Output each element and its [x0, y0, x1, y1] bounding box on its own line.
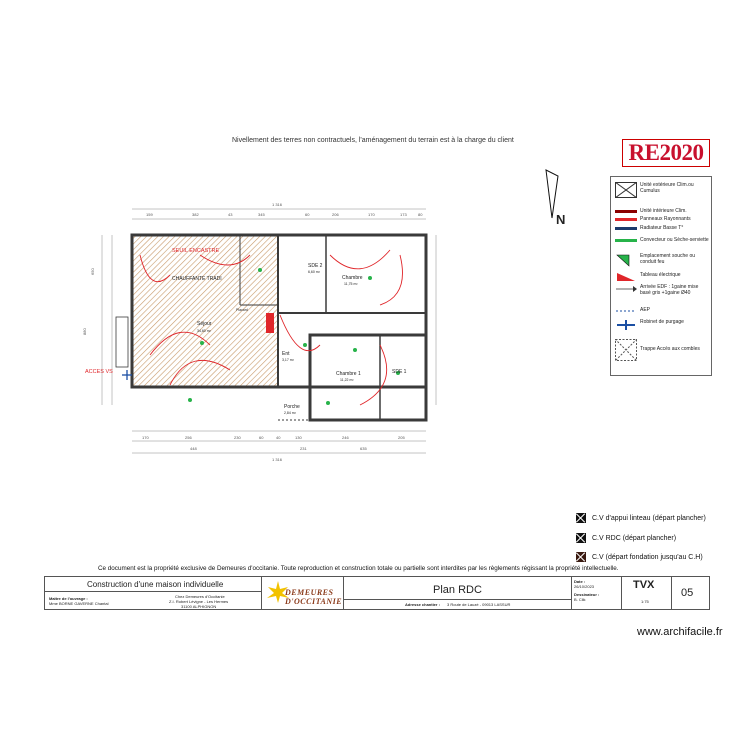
- dim-bottom-total: 448: [190, 446, 197, 451]
- placard-label: Placard: [236, 308, 248, 312]
- plan-cell: [343, 577, 572, 609]
- room-area: 6,60 m²: [308, 270, 320, 274]
- dim-left: 880: [82, 328, 87, 335]
- company-line: Chez Demeures d'Occitanie: [175, 594, 225, 599]
- company-line: 31100 ALPHIGNON: [181, 604, 217, 609]
- dim-top: 170: [368, 212, 375, 217]
- dim-top: 159: [146, 212, 153, 217]
- dim-bottom: 246: [342, 435, 349, 440]
- room-name: CHAUFFANTE TRADI: [172, 276, 222, 282]
- cv-marker-icon: [576, 533, 586, 543]
- copyright-notice: Ce document est la propriété exclusive de Demeures d'occitanie. Toute reproduction et construction totale ou partielle sont interdites par les règlements régissant la propriété intellectuelle.: [98, 565, 619, 572]
- page-cell: [671, 577, 708, 609]
- green-triangle-icon: [615, 253, 637, 267]
- logo-cell: [261, 577, 344, 609]
- room-name: Séjour: [197, 321, 212, 327]
- project-code: TVX: [633, 579, 655, 591]
- red-bar-icon: [615, 218, 637, 221]
- re2020-badge: RE2020: [622, 139, 710, 167]
- dim-top: 382: [192, 212, 199, 217]
- arrow-line-icon: [615, 284, 637, 294]
- room-area: 11,75 m²: [344, 282, 358, 286]
- room-name: Porche: [284, 404, 300, 410]
- footer-url: www.archifacile.fr: [637, 626, 723, 638]
- room-name: Chambre: [342, 275, 363, 281]
- acces-label: ACCES VS: [85, 369, 113, 375]
- room-area: 34,60 m²: [197, 329, 211, 333]
- title-block: [44, 576, 710, 610]
- green-bar-icon: [615, 239, 637, 242]
- dim-overall: 1 316: [272, 457, 283, 462]
- scale-value: 1:75: [641, 599, 649, 604]
- dim-top: 345: [258, 212, 265, 217]
- blue-tap-icon: [615, 319, 637, 331]
- room-area: 11,22 m²: [340, 378, 354, 382]
- dim-top: 60: [305, 212, 310, 217]
- cv-legend-item: C.V d'appui linteau (départ plancher): [576, 513, 706, 523]
- address-value: 3 Route de Lauzé - 09013 LASSUR: [447, 602, 511, 607]
- room-name: SDE 2: [308, 263, 323, 269]
- owner-label: Maître de l'ouvrage :: [49, 596, 88, 601]
- project-title: Construction d'une maison individuelle: [87, 580, 224, 589]
- terrain-note: Nivellement des terres non contractuels, l'aménagement du terrain est à la charge du client: [232, 137, 514, 144]
- date-value: 26/10/2023: [574, 584, 595, 589]
- dim-bottom: 205: [398, 435, 405, 440]
- blue-bar-icon: [615, 227, 637, 230]
- red-flag-icon: [615, 272, 637, 282]
- dashed-cross-box-icon: [615, 339, 637, 361]
- dim-left: 650: [90, 268, 95, 275]
- north-label: N: [556, 212, 566, 227]
- dim-bottom: 40: [276, 435, 281, 440]
- dim-bottom: 60: [259, 435, 264, 440]
- seuil-label: SEUIL ENCASTRE: [172, 248, 220, 254]
- code-cell: [621, 577, 672, 609]
- electrical-panel: [266, 313, 274, 333]
- plan-title: Plan RDC: [433, 584, 482, 596]
- cross-box-icon: [615, 182, 637, 198]
- company-line: Z.I. Robert Lévigne - Les Hermes: [169, 599, 229, 604]
- dim-top: 206: [332, 212, 339, 217]
- legend-panel: Unité extérieure Clim.ou Cumulus Unité intérieure Clim. Panneaux Rayonnants Radiateur Basse T° Convecteur ou Sèche-serviette Emplacement souche ou conduit feu Tableau électrique Arrivée EDF : 1gaine mise basé gris +1gaine Ø40 AEP Robinet de purgage Trappe Accès aux combles: [610, 176, 712, 376]
- cv-marker-icon: [576, 513, 586, 523]
- page-number: 05: [681, 587, 694, 599]
- date-label: Date :: [574, 579, 586, 584]
- room-area: 2,84 m²: [284, 411, 296, 415]
- dim-bottom-total: 231: [300, 446, 307, 451]
- dim-top: 80: [418, 212, 423, 217]
- cv-legend-item: C.V (départ fondation jusqu'au C.H): [576, 552, 703, 562]
- dim-bottom: 230: [234, 435, 241, 440]
- cv-legend-item: C.V RDC (départ plancher): [576, 533, 676, 543]
- dim-bottom: 130: [295, 435, 302, 440]
- dim-bottom: 256: [185, 435, 192, 440]
- project-cell: [45, 577, 262, 609]
- room-name: Ent: [282, 351, 290, 357]
- room-name: Chambre 1: [336, 371, 361, 377]
- room-name: SDE 1: [392, 369, 407, 375]
- dim-bottom-total: 635: [360, 446, 367, 451]
- address-label: Adresse chantier :: [405, 602, 440, 607]
- designer-value: B. Clik: [574, 597, 586, 602]
- dim-top-overall: 1 316: [272, 202, 283, 207]
- room-area: 3,17 m²: [282, 358, 294, 362]
- floor-plan: [80, 195, 440, 465]
- designer-label: Dessinateur :: [574, 592, 600, 597]
- red-bar-icon: [615, 210, 637, 213]
- brand-logo: DEMEURES D'OCCITANIE: [285, 588, 343, 606]
- dim-top: 173: [400, 212, 407, 217]
- dashed-line-icon: [615, 307, 637, 315]
- cv-marker-icon: [576, 552, 586, 562]
- owner-name: Mme BORNE GAVERNE Chantal: [49, 601, 109, 606]
- dim-bottom: 170: [142, 435, 149, 440]
- date-cell: [571, 577, 622, 609]
- dim-top: 43: [228, 212, 233, 217]
